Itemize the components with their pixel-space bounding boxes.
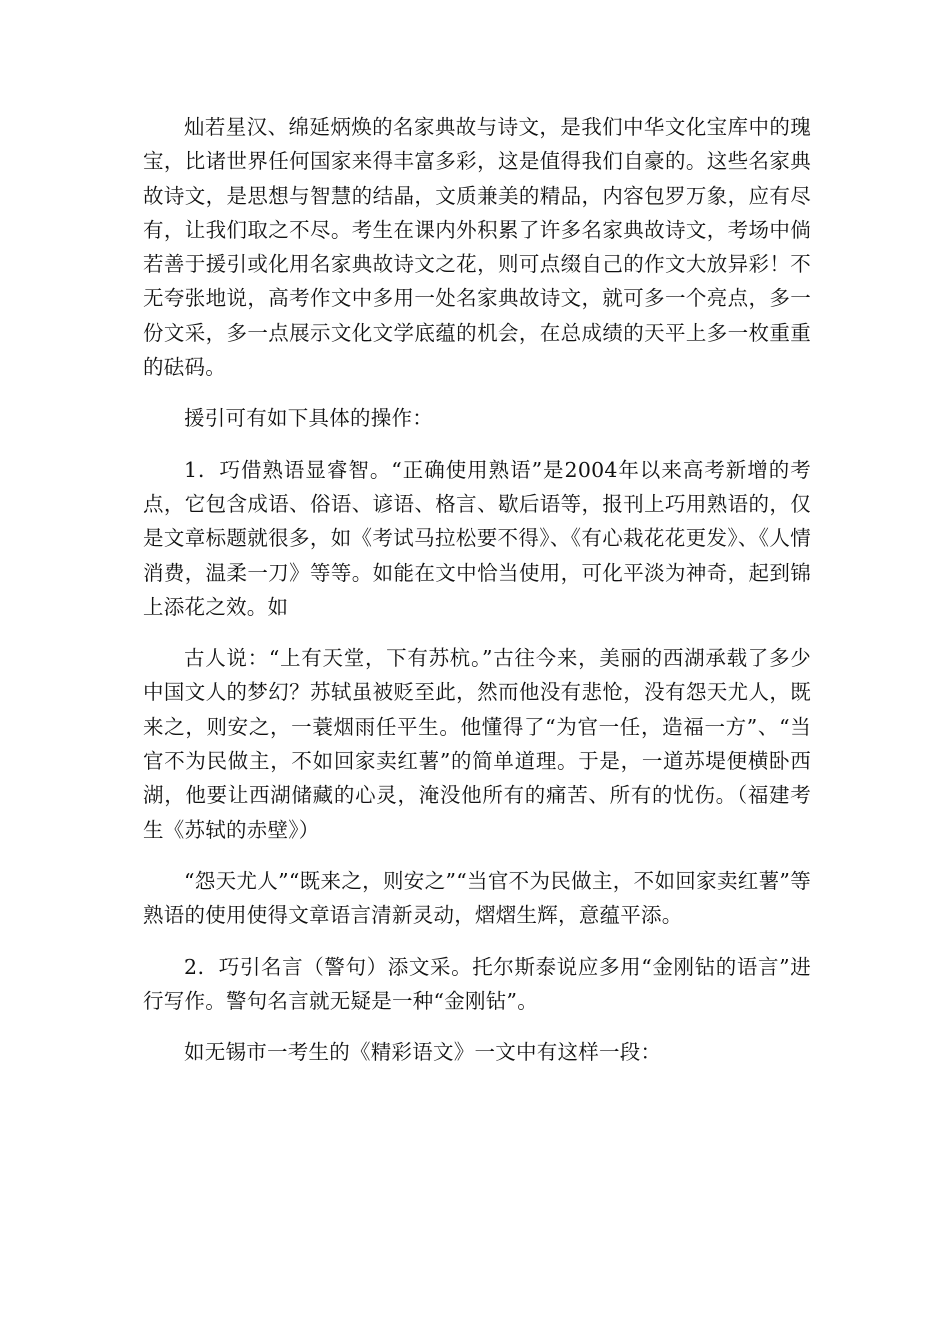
paragraph-example-1: 古人说：“上有天堂，下有苏杭。”古往今来，美丽的西湖承载了多少中国文人的梦幻？苏轼虽被贬至此，然而他没有悲怆，没有怨天尤人，既来之，则安之，一蓑烟雨任平生。他懂得了“为官一任，造福一方”、“当官不为民做主，不如回家卖红薯”的简单道理。于是，一道苏堤便横卧西湖，他要让西湖储藏的心灵，淹没他所有的痛苦、所有的忧伤。（福建考生《苏轼的赤壁》） [143, 646, 811, 842]
document-body [143, 110, 811, 1069]
paragraph-operations-lead: 援引可有如下具体的操作： [184, 406, 433, 431]
paragraph-intro: 灿若星汉、绵延炳焕的名家典故与诗文，是我们中华文化宝库中的瑰宝，比诸世界任何国家来得丰富多彩，这是值得我们自豪的。这些名家典故诗文，是思想与智慧的结晶，文质兼美的精品，内容包罗万象，应有尽有，让我们取之不尽。考生在课内外积累了许多名家典故诗文，考场中倘若善于援引或化用名家典故诗文之花，则可点缀自己的作文大放异彩！不无夸张地说，高考作文中多用一处名家典故诗文，就可多一个亮点，多一份文采，多一点展示文化文学底蕴的机会，在总成绩的天平上多一枚重重的砝码。 [143, 115, 811, 380]
paragraph-example-2-lead: 如无锡市一考生的《精彩语文》一文中有这样一段： [184, 1040, 662, 1065]
paragraph-point-2: 2．巧引名言（警句）添文采。托尔斯泰说应多用“金刚钻的语言”进行写作。警句名言就无疑是一种“金刚钻”。 [143, 954, 811, 1013]
paragraph-point-1: 1．巧借熟语显睿智。“正确使用熟语”是2004年以来高考新增的考点，它包含成语、俗语、谚语、格言、歇后语等，报刊上巧用熟语的，仅是文章标题就很多，如《考试马拉松要不得》、《有心栽花花更发》、《人情消费，温柔一刀》等等。如能在文中恰当使用，可化平淡为神奇，起到锦上添花之效。如 [143, 457, 811, 619]
paragraph-commentary-1: “怨天尤人”“既来之，则安之”“当官不为民做主，不如回家卖红薯”等熟语的使用使得文章语言清新灵动，熠熠生辉，意蕴平添。 [143, 868, 811, 928]
